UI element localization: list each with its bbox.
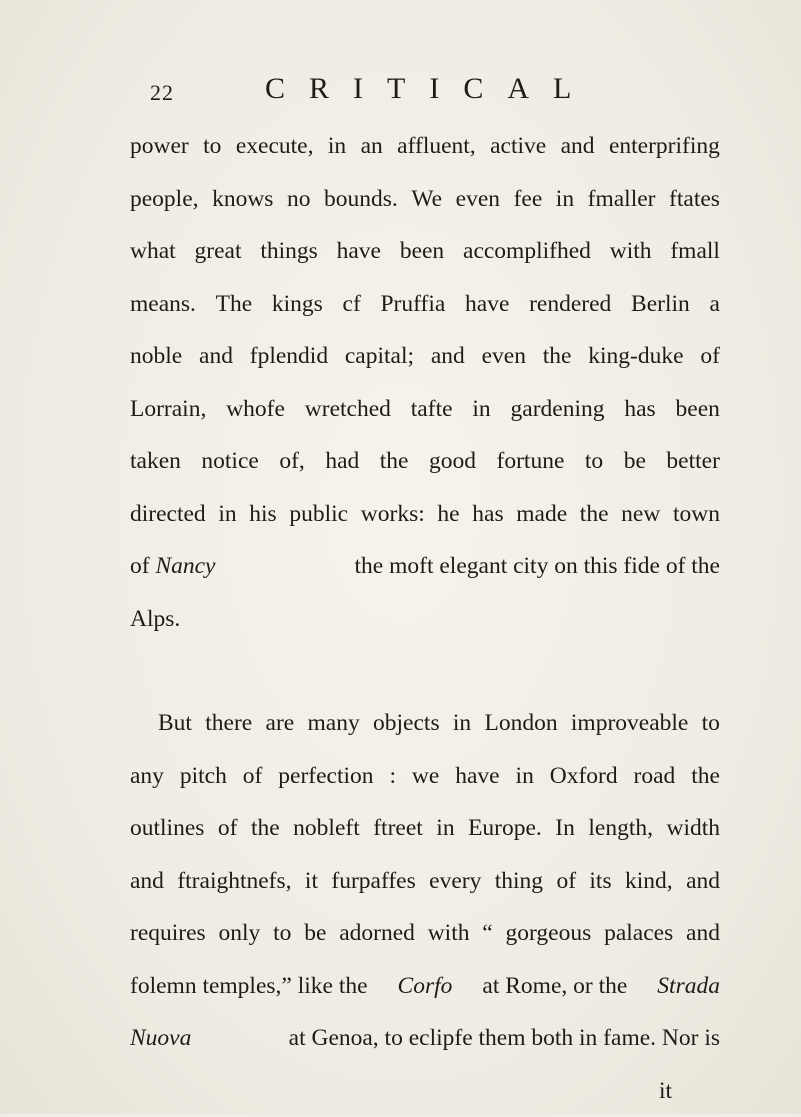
text-segment: at Genoa, to eclipfe them both in fame. Nor is bbox=[283, 1012, 720, 1065]
word: execute, bbox=[236, 120, 314, 173]
word: whofe bbox=[226, 383, 285, 436]
word: ftreet bbox=[373, 802, 423, 855]
italic-place-name: Strada bbox=[657, 960, 720, 1013]
word: be bbox=[624, 435, 646, 488]
text-segment: the moft elegant city on this fide of the bbox=[349, 540, 720, 593]
word: objects bbox=[373, 697, 440, 750]
word: In bbox=[555, 802, 575, 855]
word: London bbox=[484, 697, 557, 750]
word: Berlin bbox=[631, 278, 690, 331]
word: things bbox=[260, 225, 317, 278]
word: wretched bbox=[305, 383, 391, 436]
word: works: bbox=[361, 488, 425, 541]
word: to bbox=[203, 120, 221, 173]
word: in bbox=[328, 120, 346, 173]
word: noble bbox=[130, 330, 182, 383]
word: in bbox=[472, 383, 490, 436]
word: We bbox=[411, 173, 442, 226]
page-number: 22 bbox=[150, 80, 174, 106]
word: requires bbox=[130, 907, 206, 960]
word: palaces bbox=[604, 907, 673, 960]
body-text bbox=[130, 120, 720, 1117]
running-title: CRITICAL bbox=[265, 72, 595, 106]
word: a bbox=[709, 278, 719, 331]
word: rendered bbox=[529, 278, 611, 331]
word: has bbox=[624, 383, 655, 436]
word: there bbox=[205, 697, 252, 750]
text-line bbox=[130, 540, 720, 593]
text-line bbox=[130, 225, 720, 278]
text-line bbox=[130, 278, 720, 331]
word: gardening bbox=[511, 383, 605, 436]
word: only bbox=[219, 907, 261, 960]
word: of bbox=[243, 750, 263, 803]
word: adorned bbox=[339, 907, 415, 960]
word: every bbox=[429, 855, 481, 908]
catchword-row bbox=[130, 1065, 720, 1117]
word: But bbox=[158, 697, 192, 750]
text-line bbox=[130, 907, 720, 960]
word: good bbox=[429, 435, 476, 488]
word: in bbox=[436, 802, 454, 855]
word: people, bbox=[130, 173, 199, 226]
word: with bbox=[428, 907, 470, 960]
word: made bbox=[516, 488, 567, 541]
word: he bbox=[437, 488, 459, 541]
word: new bbox=[621, 488, 660, 541]
word: to bbox=[702, 697, 720, 750]
word: fortune bbox=[497, 435, 565, 488]
word: furpaffes bbox=[331, 855, 415, 908]
text-segment: at Rome, or the bbox=[477, 960, 634, 1013]
word: means. bbox=[130, 278, 196, 331]
word: to bbox=[585, 435, 603, 488]
text-segment: of bbox=[130, 540, 155, 593]
word: kings bbox=[272, 278, 323, 331]
word: of bbox=[218, 802, 238, 855]
word: of, bbox=[279, 435, 304, 488]
word: have bbox=[455, 750, 499, 803]
word: an bbox=[361, 120, 383, 173]
word: Lorrain, bbox=[130, 383, 206, 436]
word: knows bbox=[212, 173, 273, 226]
text-line bbox=[130, 593, 720, 646]
word: even bbox=[482, 330, 526, 383]
text-line bbox=[130, 488, 720, 541]
word: Pruffia bbox=[380, 278, 445, 331]
text-line bbox=[130, 435, 720, 488]
word: active bbox=[490, 120, 546, 173]
word: and bbox=[431, 330, 465, 383]
word: have bbox=[465, 278, 509, 331]
word: pitch bbox=[180, 750, 227, 803]
word: many bbox=[308, 697, 360, 750]
word: and bbox=[561, 120, 595, 173]
running-head bbox=[150, 72, 730, 112]
italic-place-name: Nuova bbox=[130, 1012, 191, 1065]
word: Europe. bbox=[468, 802, 542, 855]
word: outlines bbox=[130, 802, 204, 855]
word: tafte bbox=[411, 383, 453, 436]
word: even bbox=[456, 173, 500, 226]
word: fee bbox=[514, 173, 543, 226]
word: any bbox=[130, 750, 164, 803]
text-line bbox=[130, 120, 720, 173]
word: are bbox=[266, 697, 295, 750]
word: capital; bbox=[345, 330, 414, 383]
text-line bbox=[130, 855, 720, 908]
word: we bbox=[412, 750, 439, 803]
word: and bbox=[199, 330, 233, 383]
word: the bbox=[580, 488, 609, 541]
text-line bbox=[130, 960, 720, 1013]
text-line bbox=[130, 802, 720, 855]
word: : bbox=[389, 750, 396, 803]
word: and bbox=[686, 907, 720, 960]
word: been bbox=[676, 383, 720, 436]
word: king-duke bbox=[588, 330, 683, 383]
word: kind, bbox=[625, 855, 673, 908]
italic-place-name: Corfo bbox=[398, 960, 453, 1013]
word: his bbox=[249, 488, 276, 541]
word: affluent, bbox=[397, 120, 476, 173]
word: Oxford bbox=[550, 750, 618, 803]
word: “ bbox=[482, 907, 492, 960]
word: fmaller bbox=[588, 173, 656, 226]
word: fplendid bbox=[250, 330, 328, 383]
word: no bbox=[287, 173, 311, 226]
word: in bbox=[516, 750, 534, 803]
word: and bbox=[130, 855, 164, 908]
word: the bbox=[380, 435, 409, 488]
word: perfection bbox=[278, 750, 373, 803]
word: had bbox=[325, 435, 359, 488]
word: cf bbox=[343, 278, 361, 331]
word: great bbox=[195, 225, 242, 278]
word: accomplifhed bbox=[463, 225, 591, 278]
word: be bbox=[304, 907, 326, 960]
word: fmall bbox=[670, 225, 720, 278]
word: the bbox=[691, 750, 720, 803]
word: in bbox=[453, 697, 471, 750]
text-line bbox=[130, 697, 720, 750]
text-segment: Alps. bbox=[130, 593, 180, 646]
text-line bbox=[130, 750, 720, 803]
word: width bbox=[666, 802, 720, 855]
word: directed bbox=[130, 488, 206, 541]
text-line bbox=[130, 330, 720, 383]
word: to bbox=[273, 907, 291, 960]
catchword: it bbox=[659, 1065, 672, 1117]
word: has bbox=[472, 488, 503, 541]
word: it bbox=[305, 855, 318, 908]
word: notice bbox=[201, 435, 258, 488]
word: thing bbox=[495, 855, 543, 908]
word: with bbox=[610, 225, 652, 278]
word: gorgeous bbox=[506, 907, 592, 960]
text-line bbox=[130, 173, 720, 226]
word: of bbox=[556, 855, 576, 908]
word: bounds. bbox=[324, 173, 398, 226]
word: its bbox=[589, 855, 611, 908]
word: ftraightnefs, bbox=[177, 855, 291, 908]
word: enterprifing bbox=[609, 120, 720, 173]
word: in bbox=[218, 488, 236, 541]
word: better bbox=[666, 435, 720, 488]
word: The bbox=[216, 278, 253, 331]
word: ftates bbox=[669, 173, 720, 226]
word: power bbox=[130, 120, 189, 173]
text-line bbox=[130, 383, 720, 436]
word: the bbox=[251, 802, 280, 855]
italic-place-name: Nancy bbox=[155, 540, 215, 593]
word: nobleft bbox=[293, 802, 360, 855]
word: of bbox=[700, 330, 720, 383]
word: in bbox=[556, 173, 574, 226]
word: what bbox=[130, 225, 176, 278]
word: have bbox=[337, 225, 381, 278]
paragraph-gap bbox=[130, 645, 720, 697]
word: road bbox=[634, 750, 676, 803]
text-segment: folemn temples,” like the bbox=[130, 960, 373, 1013]
text-line bbox=[130, 1012, 720, 1065]
word: been bbox=[400, 225, 444, 278]
word: improveable bbox=[571, 697, 688, 750]
word: and bbox=[686, 855, 720, 908]
word: length, bbox=[588, 802, 653, 855]
word: the bbox=[543, 330, 572, 383]
word: town bbox=[673, 488, 720, 541]
word: public bbox=[289, 488, 348, 541]
word: taken bbox=[130, 435, 181, 488]
